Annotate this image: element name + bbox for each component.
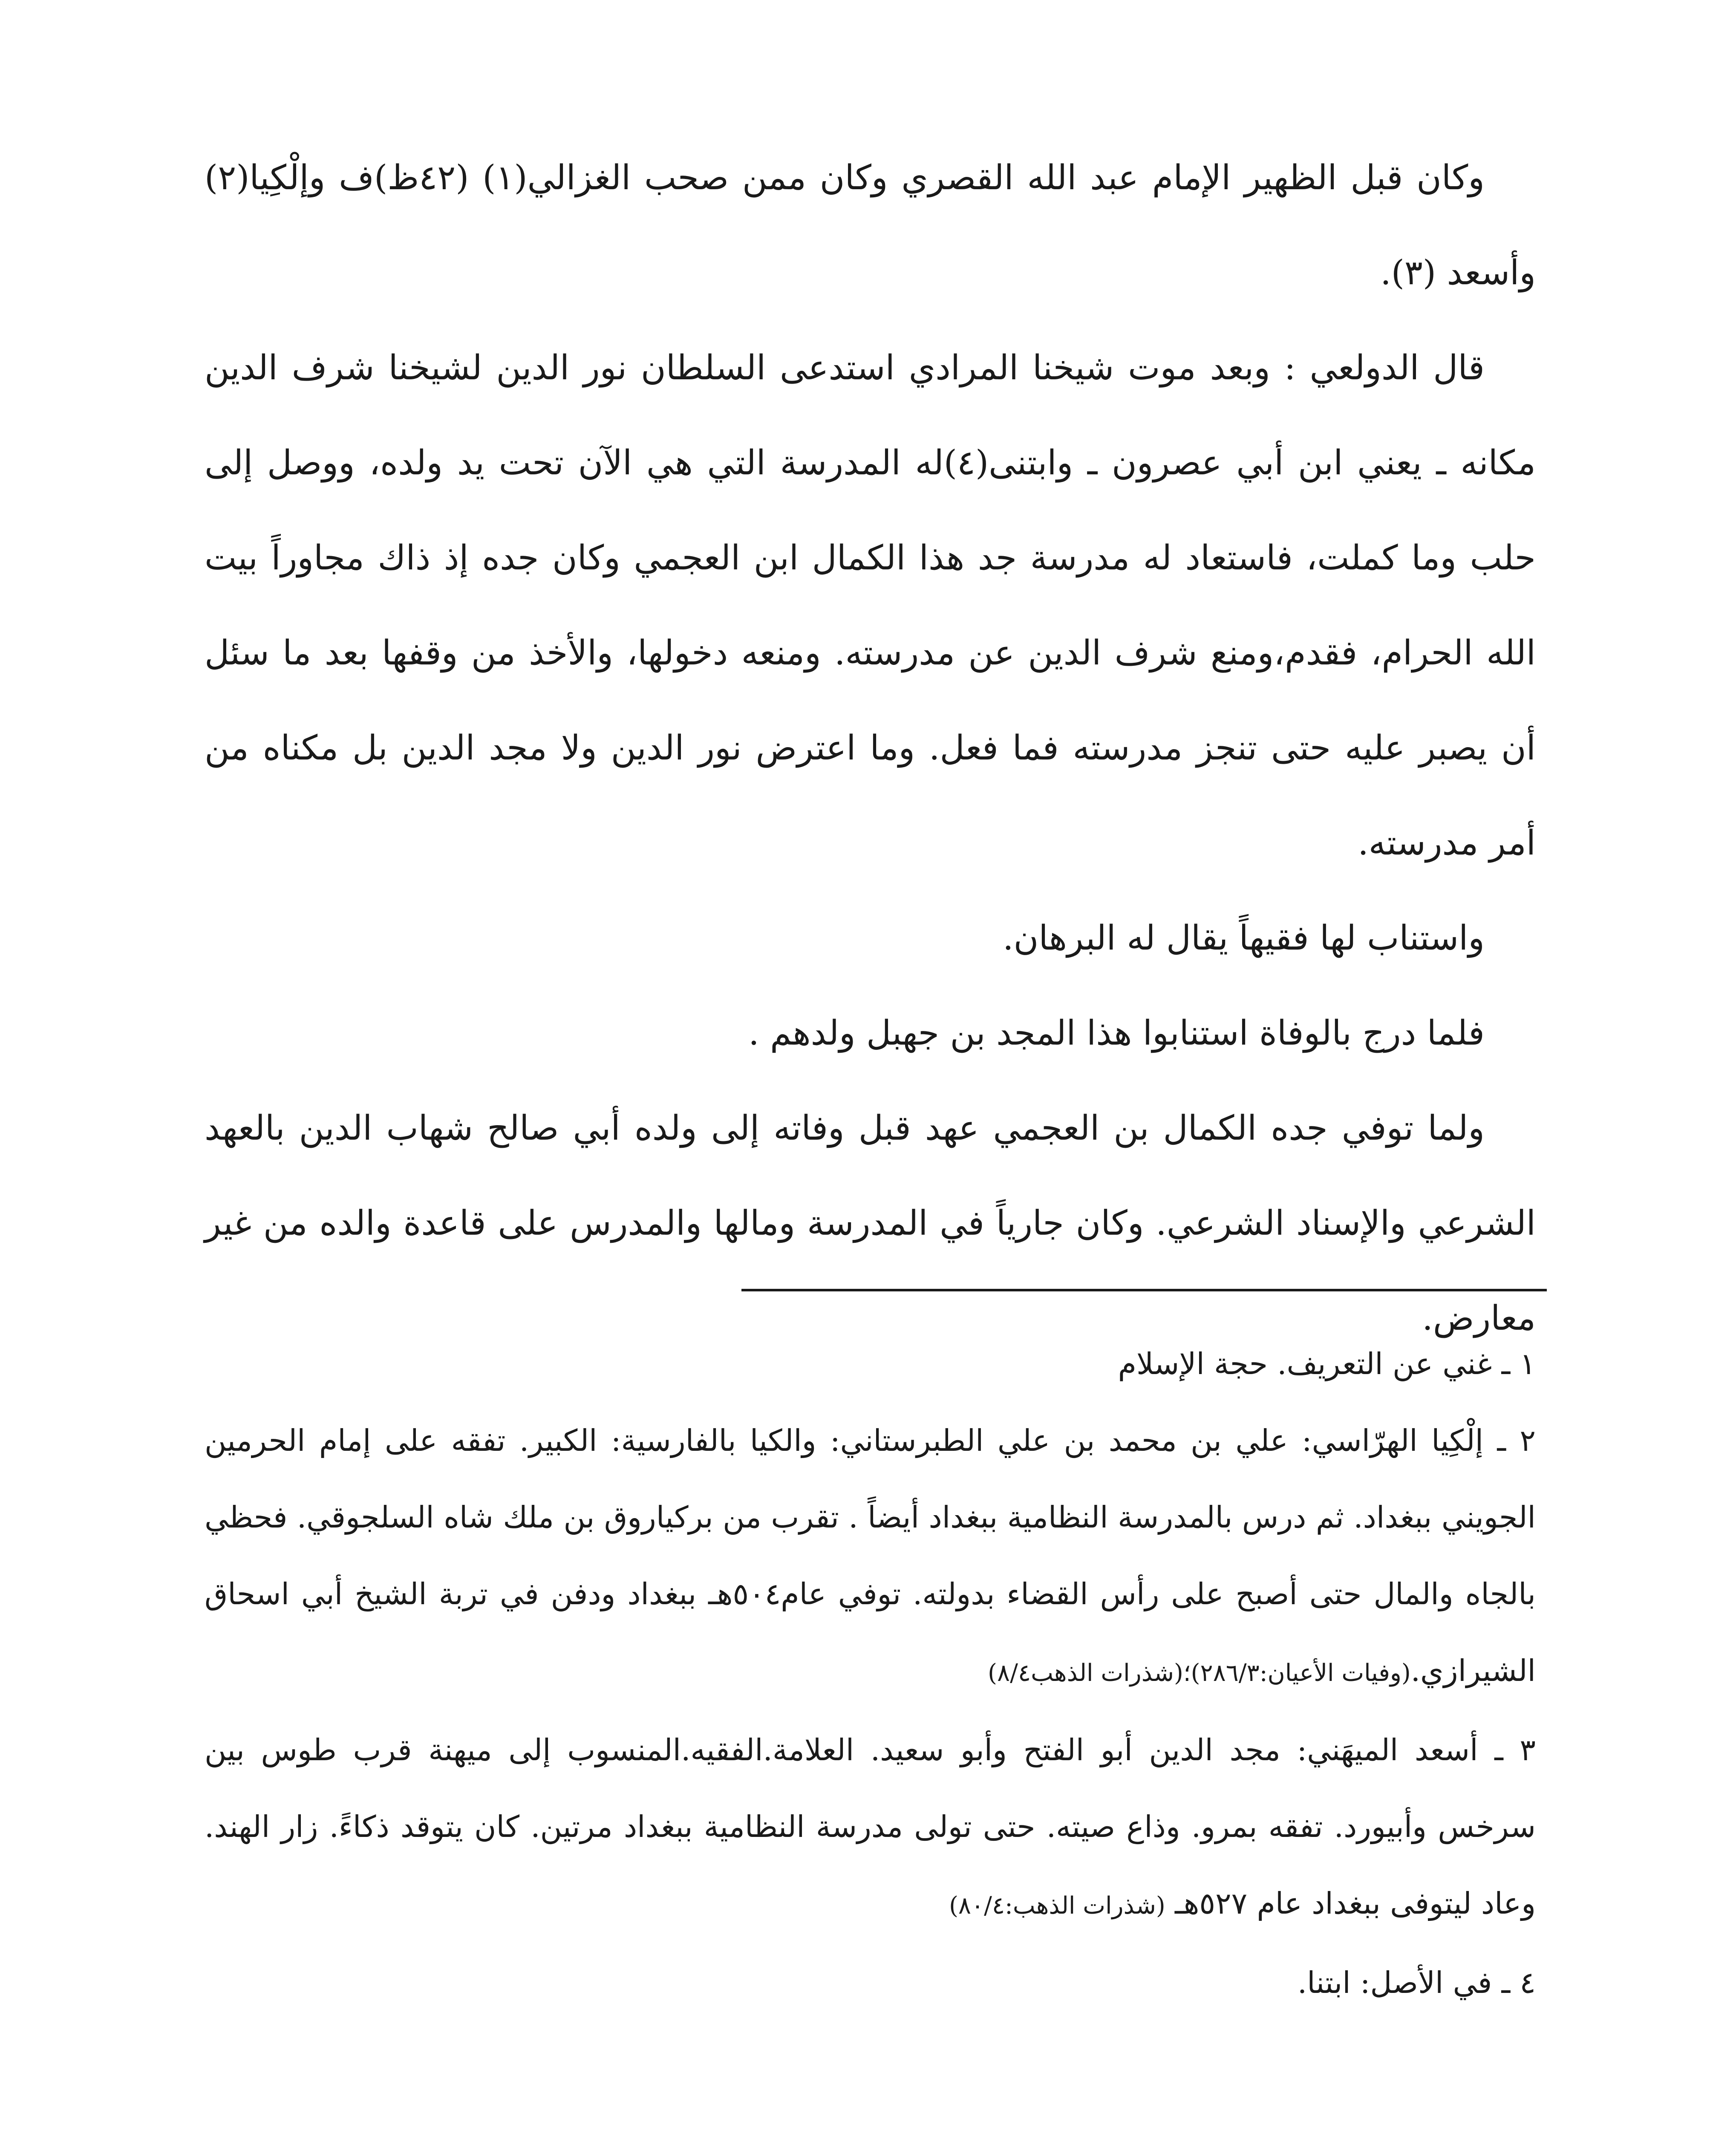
footnote-3 [205, 1712, 1536, 1944]
paragraph-1: وكان قبل الظهير الإمام عبد الله القصري وكان ممن صحب الغزالي(١) (٤٢ظ)ف وإلْكِيا(٢) وأسعد (٣). [205, 158, 1536, 292]
paragraph-2: قال الدولعي : وبعد موت شيخنا المرادي استدعى السلطان نور الدين لشيخنا شرف الدين مكانه ـ يعني ابن أبي عصرون ـ وابتنى(٤)له المدرسة التي هي الآن تحت يد ولده، ووصل إلى حلب وما كملت، فاستعاد له مدرسة جد هذا الكمال ابن العجمي وكان جده إذ ذاك مجاوراً بيت الله الحرام، فقدم،ومنع شرف الدين عن مدرسته. ومنعه دخولها، والأخذ من وقفها بعد ما سئل أن يصبر عليه حتى تنجز مدرسته فما فعل. وما اعترض نور الدين ولا مجد الدين بل مكناه من أمر مدرسته. [205, 348, 1536, 863]
footnote-2-text: ٢ ـ إلْكِيا الهرّاسي: علي بن محمد بن علي الطبرستاني: والكيا بالفارسية: الكبير. تفقه على إمام الحرمين الجويني ببغداد. ثم درس بالمدرسة النظامية ببغداد أيضاً . تقرب من بركياروق بن ملك شاه السلجوقي. فحظي بالجاه والمال حتى أصبح على رأس القضاء بدولته. توفي عام٥٠٤هـ ببغداد ودفن في تربة الشيخ أبي اسحاق الشيرازي. [205, 1423, 1536, 1688]
footnote-4: ٤ ـ في الأصل: ابتنا. [1297, 1965, 1536, 2000]
footnote-separator [741, 1289, 1547, 1291]
paragraph-4: فلما درج بالوفاة استنابوا هذا المجد بن جهبل ولدهم . [748, 1013, 1485, 1053]
footnote-3-text: ٣ ـ أسعد الميهَني: مجد الدين أبو الفتح وأبو سعيد. العلامة.الفقيه.المنسوب إلى ميهنة قرب طوس بين سرخس وأبيورد. تفقه بمرو. وذاع صيته. حتى تولى مدرسة النظامية ببغداد مرتين. كان يتوقد ذكاءً. زار الهند. وعاد ليتوفى ببغداد عام ٥٢٧هـ [205, 1733, 1536, 1921]
paragraph-5: ولما توفي جده الكمال بن العجمي عهد قبل وفاته إلى ولده أبي صالح شهاب الدين بالعهد الشرعي والإسناد الشرعي. وكان جارياً في المدرسة ومالها والمدرس على قاعدة والده من غير معارض. [205, 1108, 1536, 1338]
paragraph-3: واستناب لها فقيهاً يقال له البرهان. [1003, 918, 1485, 958]
footnote-3-source: (شذرات الذهب:٨٠/٤) [949, 1892, 1165, 1920]
footnotes [205, 1325, 1536, 2021]
footnote-1: ١ ـ غني عن التعريف. حجة الإسلام [1118, 1346, 1536, 1381]
footnote-2 [205, 1402, 1536, 1712]
main-text [205, 130, 1536, 1366]
footnote-2-source: (وفيات الأعيان:٢٨٦/٣)؛(شذرات الذهب٨/٤) [988, 1659, 1411, 1687]
